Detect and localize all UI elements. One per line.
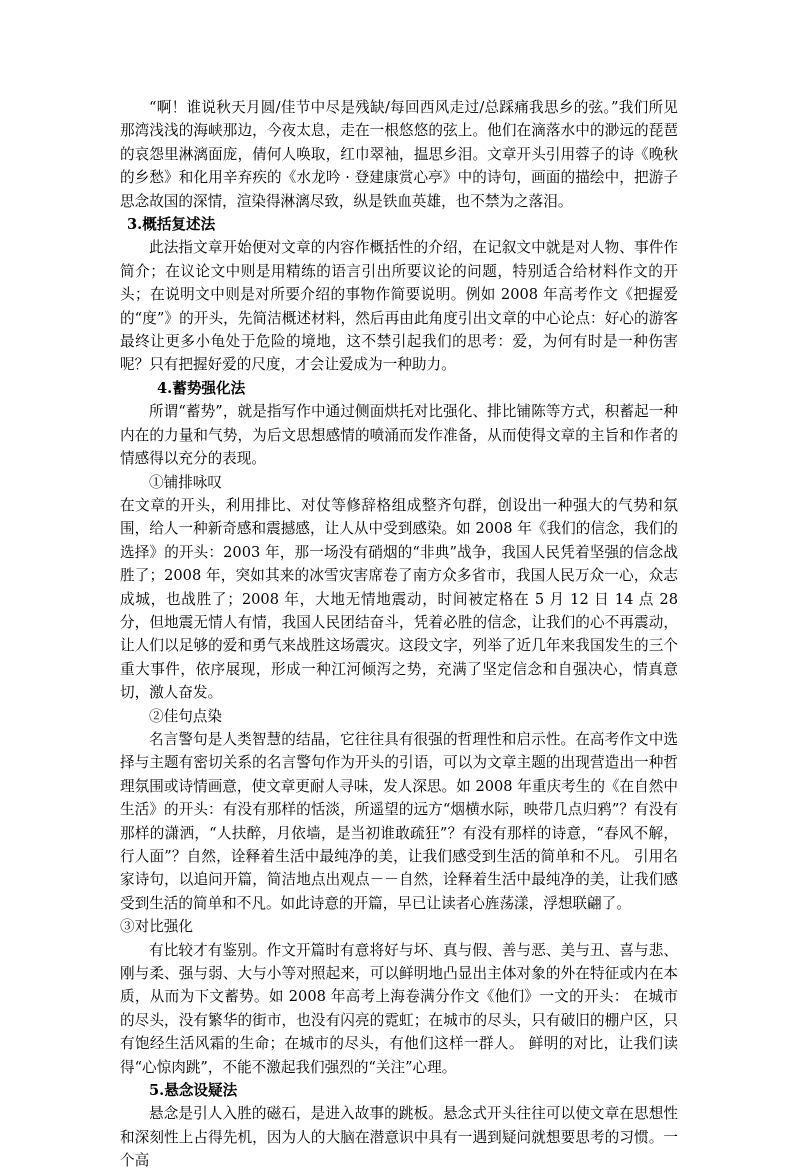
heading-suspense-method: 5.悬念设疑法 <box>149 1082 238 1100</box>
paragraph-contrast: 有比较才有鉴别。作文开篇时有意将好与坏、真与假、善与恶、美与丑、喜与悲、刚与柔、强与弱、大与小等对照起来，可以鲜明地凸显出主体对象的外在特征或内在本质，从而为下文蓄势。如 2008 年高考上海卷满分作文《他们》一文的开头： 在城市的尽头，没有繁华的街市，也没有闪亮的霓虹；在城市的尽头，只有破旧的棚户区，只有饱经生活风霜的生命；在城市的尽头，有他们这样一群人。 鲜明的对比，让我们读得“心惊肉跳”，不能不激起我们强烈的“关注”心理。 <box>120 941 678 1076</box>
paragraph-suspense-method: 悬念是引人入胜的磁石，是进入故事的跳板。悬念式开头往往可以使文章在思想性和深刻性上占得先机，因为人的大脑在潜意识中具有一遇到疑问就想要思考的习惯。一个高 <box>120 1105 678 1170</box>
paragraph-summary-method: 此法指文章开始便对文章的内容作概括性的介绍，在记叙文中就是对人物、事件作简介；在议论文中则是用精练的语言引出所要议论的问题，特别适合给材料作文的开头；在说明文中则是对所要介绍的事物作简要说明。例如 2008 年高考作文《把握爱的“度”》的开头，先简洁概述材料，然后再由此角度引出文章的中心论点：好心的游客最终让更多小龟处于危险的境地，这不禁引起我们的思考：爱，为何有时是一种伤害呢？只有把握好爱的尺度，才会让爱成为一种助力。 <box>120 239 678 374</box>
heading-momentum-method: 4.蓄势强化法 <box>157 379 246 397</box>
paragraph-momentum-method: 所谓“蓄势”，就是指写作中通过侧面烘托对比强化、排比铺陈等方式，积蓄起一种内在的力量和气势，为后文思想感情的喷涌而发作准备，从而使得文章的主旨和作者的情感得以充分的表现。 <box>120 403 678 468</box>
paragraph-quotation: 名言警句是人类智慧的结晶，它往往具有很强的哲理性和启示性。在高考作文中选择与主题有密切关系的名言警句作为开头的引语，可以为文章主题的出现营造出一种哲理氛围或诗情画意，使文章更耐人寻味，发人深思。如 2008 年重庆考生的《在自然中生活》的开头：有没有那样的恬淡，所遥望的远方“烟横水际，映带几点归鸦”？有没有那样的潇洒，“人扶醉，月依墙，是当初谁敢疏狂”？有没有那样的诗意，“春风不解，行人面”？自然，诠释着生活中最纯净的美，让我们感受到生活的简单和不凡。 引用名家诗句，以追问开篇，简洁地点出观点－－自然，诠释着生活中最纯净的美，让我们感受到生活的简单和不凡。如此诗意的开篇，早已让读者心旌荡漾，浮想联翩了。 <box>120 730 678 912</box>
paragraph-parallelism: 在文章的开头，利用排比、对仗等修辞格组成整齐句群，创设出一种强大的气势和氛围，给人一种新奇感和震撼感，让人从中受到感染。如 2008 年《我们的信念，我们的选择》的开头：2003 年，那一场没有硝烟的“非典”战争，我国人民凭着坚强的信念战胜了；2008 年，突如其来的冰雪灾害席卷了南方众多省市，我国人民万众一心，众志成城，也战胜了；2008 年，大地无情地震动，时间被定格在 5 月 12 日 14 点 28 分，但地震无情人有情，我国人民团结奋斗，凭着必胜的信念，让我们的心不再震动，让人们以足够的爱和勇气来战胜这场震灾。这段文字，列举了近几年来我国发生的三个重大事件，依序展现，形成一种江河倾泻之势，充满了坚定信念和自强决心，情真意切，激人奋发。 <box>120 496 678 702</box>
heading-summary-method: 3.概括复述法 <box>127 216 216 234</box>
subheading-parallelism: ①铺排咏叹 <box>149 473 222 491</box>
subheading-quotation: ②佳句点染 <box>149 707 222 725</box>
paragraph-quote-opening: “啊！谁说秋天月圆/佳节中尽是残缺/每回西风走过/总踩痛我思乡的弦。”我们所见那湾浅浅的海峡那边，今夜太息，走在一根悠悠的弦上。他们在滴落水中的渺远的琵琶的哀怨里淋漓面庞，倩何人唤取，红巾翠袖，揾思乡泪。文章开头引用蓉子的诗《晚秋的乡愁》和化用辛弃疾的《水龙吟 · 登建康赏心亭》中的诗句，画面的描绘中，把游子思念故国的深情，渲染得淋漓尽致，纵是铁血英雄，也不禁为之落泪。 <box>120 99 678 210</box>
subheading-contrast: ③对比强化 <box>120 918 193 936</box>
document-page <box>120 96 678 1173</box>
